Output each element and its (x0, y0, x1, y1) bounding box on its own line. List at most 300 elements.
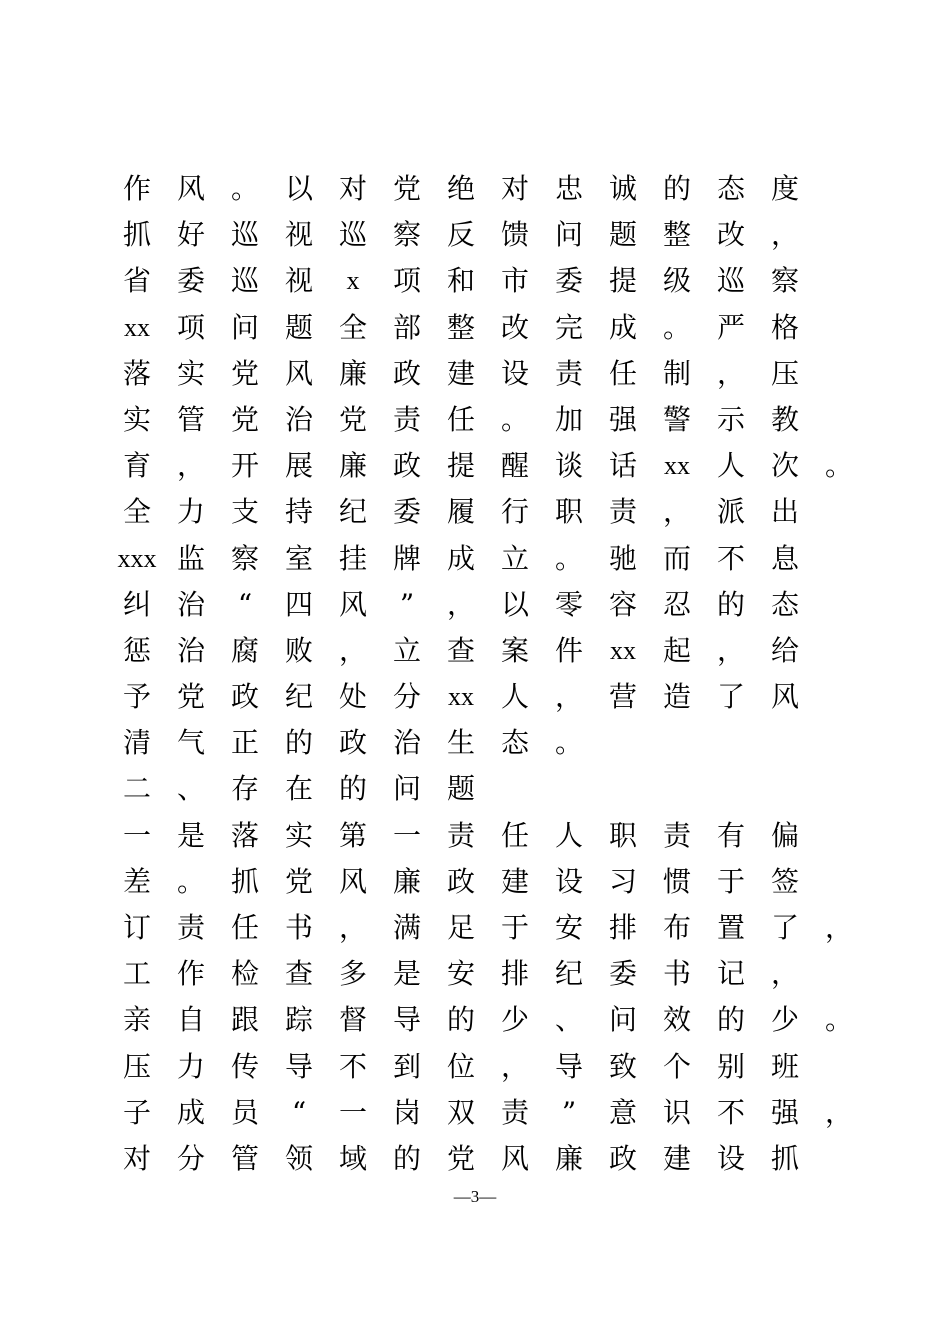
text-char: 驰 (608, 541, 637, 575)
text-char: 题 (608, 218, 637, 252)
text-char: 传 (230, 1049, 259, 1083)
text-char: xx (448, 682, 474, 712)
text-char: 责 (176, 911, 205, 944)
text-char: 党 (230, 402, 259, 436)
text-char: 以 (500, 587, 529, 621)
text-char: 廉 (554, 1141, 583, 1175)
text-char: 四 (284, 587, 313, 621)
text-char: 示 (716, 402, 745, 436)
text-char: 安 (554, 911, 583, 944)
text-char: 和 (446, 264, 475, 298)
text-char: 巡 (230, 218, 259, 252)
text-char: 加 (554, 402, 583, 436)
text-char: 订 (122, 911, 151, 944)
text-char: 造 (662, 680, 691, 714)
text-char: 检 (230, 957, 259, 991)
text-char: 设 (500, 356, 529, 390)
text-line (0, 212, 950, 258)
text-char: ” (399, 587, 415, 621)
text-char: 问 (230, 310, 259, 344)
text-char: 于 (716, 864, 745, 898)
text-char: 全 (122, 495, 151, 529)
text-char: 域 (338, 1141, 367, 1175)
text-char: 政 (446, 864, 475, 898)
text-char: ， (716, 356, 745, 390)
text-line (0, 1090, 950, 1136)
text-char: 提 (608, 264, 637, 298)
text-char: 的 (446, 1003, 475, 1037)
text-char: 一 (122, 818, 151, 852)
text-char: 个 (662, 1049, 691, 1083)
text-char: 一 (392, 818, 421, 852)
text-char: 部 (392, 310, 421, 344)
text-char: 忍 (662, 587, 691, 621)
text-char: 问 (554, 218, 583, 252)
text-char: 、 (554, 1003, 583, 1037)
text-char: 一 (338, 1095, 367, 1129)
text-char: 岗 (392, 1095, 421, 1129)
text-char: 设 (716, 1141, 745, 1175)
text-char: 分 (176, 1141, 205, 1175)
text-char: 风 (338, 587, 367, 621)
text-char: 馈 (500, 218, 529, 252)
text-char: 政 (392, 449, 421, 483)
text-char: 清 (122, 726, 151, 760)
text-char: 治 (392, 726, 421, 760)
text-char: 双 (446, 1095, 475, 1129)
text-char: 市 (500, 264, 529, 298)
text-char: 跟 (230, 1003, 259, 1037)
text-char: ， (554, 680, 583, 714)
text-char: 满 (392, 911, 421, 944)
text-line (0, 582, 950, 628)
text-char: 支 (230, 495, 259, 529)
text-char: 责 (554, 356, 583, 390)
text-char: 人 (554, 818, 583, 852)
text-line (0, 397, 950, 443)
text-line (0, 351, 950, 397)
text-char: 责 (608, 495, 637, 529)
text-char: 位 (446, 1049, 475, 1083)
text-char: “ (291, 1095, 307, 1129)
text-char: 签 (770, 864, 799, 898)
text-char: 置 (716, 911, 745, 944)
text-char: 问 (608, 1003, 637, 1037)
text-char: 态 (770, 587, 799, 621)
text-char: 到 (392, 1049, 421, 1083)
text-char: 对 (500, 172, 529, 205)
text-char: 腐 (230, 633, 259, 667)
text-line (0, 1044, 950, 1090)
text-char: 派 (716, 495, 745, 529)
text-char: 察 (770, 264, 799, 298)
text-line (0, 813, 950, 859)
text-char: 绝 (446, 172, 475, 205)
text-char: 容 (608, 587, 637, 621)
text-char: 查 (284, 957, 313, 991)
text-char: 力 (176, 1049, 205, 1083)
text-char: 治 (176, 587, 205, 621)
text-char: 有 (716, 818, 745, 852)
text-char: 落 (122, 356, 151, 390)
text-char: 不 (716, 541, 745, 575)
text-char: 以 (284, 172, 313, 205)
text-char: 班 (770, 1049, 799, 1083)
text-line (0, 997, 950, 1043)
text-char: ， (662, 495, 691, 529)
text-char: 党 (446, 1141, 475, 1175)
text-char: 管 (230, 1141, 259, 1175)
text-char: 案 (500, 633, 529, 667)
text-char: 态 (500, 726, 529, 760)
text-char: 风 (770, 680, 799, 714)
text-char: ” (561, 1095, 577, 1129)
text-char: 导 (392, 1003, 421, 1037)
text-char: 政 (230, 680, 259, 714)
text-char: 查 (446, 633, 475, 667)
text-char: 人 (716, 449, 745, 483)
text-char: 、 (176, 772, 205, 806)
text-char: 党 (176, 680, 205, 714)
text-char: 分 (392, 680, 421, 714)
text-line (0, 166, 950, 212)
text-line (0, 859, 950, 905)
text-char: 踪 (284, 1003, 313, 1037)
text-char: xx (124, 312, 150, 342)
text-char: 责 (446, 818, 475, 852)
text-char: 。 (176, 864, 205, 898)
text-char: 员 (230, 1095, 259, 1129)
text-char: ， (500, 1049, 529, 1083)
text-char: 予 (122, 680, 151, 714)
text-char: 廉 (338, 356, 367, 390)
text-char: 党 (392, 172, 421, 205)
text-char: 委 (608, 957, 637, 991)
text-char: 零 (554, 587, 583, 621)
text-char: 党 (230, 356, 259, 390)
text-char: 行 (500, 495, 529, 529)
text-char: 职 (554, 495, 583, 529)
text-char: 惩 (122, 633, 151, 667)
text-char: 意 (608, 1095, 637, 1129)
text-char: 成 (176, 1095, 205, 1129)
text-char: 惯 (662, 864, 691, 898)
text-char: 整 (662, 218, 691, 252)
text-char: 责 (500, 1095, 529, 1129)
text-line (0, 720, 950, 766)
text-char: 偏 (770, 818, 799, 852)
text-char: 题 (284, 310, 313, 344)
text-char: 件 (554, 633, 583, 667)
text-char: 政 (338, 726, 367, 760)
text-char: 效 (662, 1003, 691, 1037)
text-char: 强 (608, 402, 637, 436)
text-char: 格 (770, 310, 799, 344)
text-char: 作 (176, 957, 205, 991)
text-char: 纪 (554, 957, 583, 991)
text-char: 制 (662, 356, 691, 390)
text-char: 察 (230, 541, 259, 575)
text-char: 纠 (122, 587, 151, 621)
text-char: 诚 (608, 172, 637, 205)
text-char: 展 (284, 449, 313, 483)
text-char: 育 (122, 449, 151, 483)
text-char: 项 (392, 264, 421, 298)
text-char: 治 (284, 402, 313, 436)
text-char: 改 (500, 310, 529, 344)
text-char: 气 (176, 726, 205, 760)
text-char: 二 (122, 772, 151, 806)
text-char: 压 (122, 1049, 151, 1083)
text-char: 别 (716, 1049, 745, 1083)
text-char: 作 (122, 172, 151, 205)
text-char: 题 (446, 772, 475, 806)
text-char: 室 (284, 541, 313, 575)
text-line (0, 628, 950, 674)
text-char: ， (176, 449, 205, 483)
text-char: xx (610, 635, 636, 665)
text-char: 少 (770, 1003, 799, 1037)
text-char: 态 (716, 172, 745, 205)
text-char: 纪 (338, 495, 367, 529)
text-char: 息 (770, 541, 799, 575)
text-char: ， (770, 218, 799, 252)
text-line (0, 905, 950, 951)
text-char: 巡 (230, 264, 259, 298)
text-char: 忠 (554, 172, 583, 205)
text-char: 反 (446, 218, 475, 252)
text-char: 处 (338, 680, 367, 714)
text-char: 持 (284, 495, 313, 529)
text-char: 巡 (338, 218, 367, 252)
text-char: 好 (176, 218, 205, 252)
text-char: 改 (716, 218, 745, 252)
text-char: 责 (392, 402, 421, 436)
text-line (0, 536, 950, 582)
text-line (0, 951, 950, 997)
text-char: 省 (122, 264, 151, 298)
text-char: 建 (500, 864, 529, 898)
text-char: 识 (662, 1095, 691, 1129)
text-char: 立 (500, 541, 529, 575)
text-char: 是 (176, 818, 205, 852)
text-char: 视 (284, 264, 313, 298)
text-line (0, 443, 950, 489)
text-char: 整 (446, 310, 475, 344)
text-char: 的 (662, 172, 691, 205)
text-char: ， (824, 911, 853, 944)
text-char: 了 (770, 911, 799, 944)
text-char: 习 (608, 864, 637, 898)
text-char: 存 (230, 772, 259, 806)
text-char: 不 (716, 1095, 745, 1129)
text-char: 责 (662, 818, 691, 852)
text-char: 。 (824, 449, 853, 483)
text-char: 自 (176, 1003, 205, 1037)
text-char: 导 (554, 1049, 583, 1083)
text-char: 建 (662, 1141, 691, 1175)
text-char: 成 (608, 310, 637, 344)
text-char: 问 (392, 772, 421, 806)
text-char: 排 (608, 911, 637, 944)
text-char: 风 (338, 864, 367, 898)
text-char: 纪 (284, 680, 313, 714)
text-char: 廉 (338, 449, 367, 483)
text-char: 抓 (122, 218, 151, 252)
text-char: 严 (716, 310, 745, 344)
text-line (0, 674, 950, 720)
text-char: 任 (230, 911, 259, 944)
text-char: 压 (770, 356, 799, 390)
text-char: 。 (662, 310, 691, 344)
text-char: 视 (284, 218, 313, 252)
text-char: 不 (338, 1049, 367, 1083)
text-char: 。 (824, 1003, 853, 1037)
text-char: 警 (662, 402, 691, 436)
text-char: 廉 (392, 864, 421, 898)
text-char: 足 (446, 911, 475, 944)
text-char: 全 (338, 310, 367, 344)
text-line (0, 1136, 950, 1182)
text-char: ， (446, 587, 475, 621)
text-char: 的 (716, 1003, 745, 1037)
text-char: 子 (122, 1095, 151, 1129)
text-char: 提 (446, 449, 475, 483)
text-char: 履 (446, 495, 475, 529)
text-char: 风 (284, 356, 313, 390)
text-char: 对 (338, 172, 367, 205)
text-char: 度 (770, 172, 799, 205)
text-char: 政 (392, 356, 421, 390)
text-char: 营 (608, 680, 637, 714)
text-char: 实 (122, 402, 151, 436)
text-char: 书 (284, 911, 313, 944)
text-char: 力 (176, 495, 205, 529)
text-char: 完 (554, 310, 583, 344)
text-char: xxx (117, 543, 157, 573)
text-char: 安 (446, 957, 475, 991)
text-char: 任 (608, 356, 637, 390)
text-char: 排 (500, 957, 529, 991)
text-char: 职 (608, 818, 637, 852)
text-char: 立 (392, 633, 421, 667)
text-char: 项 (176, 310, 205, 344)
text-char: 起 (662, 633, 691, 667)
text-char: 强 (770, 1095, 799, 1129)
text-char: 话 (608, 449, 637, 483)
text-char: 委 (176, 264, 205, 298)
text-char: 致 (608, 1049, 637, 1083)
text-char: 治 (176, 633, 205, 667)
text-char: “ (237, 587, 253, 621)
text-char: ， (770, 957, 799, 991)
text-char: 人 (500, 680, 529, 714)
text-char: 级 (662, 264, 691, 298)
text-char: 察 (392, 218, 421, 252)
text-char: 督 (338, 1003, 367, 1037)
text-char: 落 (230, 818, 259, 852)
text-char: 任 (500, 818, 529, 852)
text-char: 抓 (770, 1141, 799, 1175)
text-char: x (346, 266, 360, 296)
text-char: 醒 (500, 449, 529, 483)
text-char: 风 (500, 1141, 529, 1175)
text-char: 而 (662, 541, 691, 575)
text-char: 成 (446, 541, 475, 575)
text-line (0, 305, 950, 351)
text-line (0, 766, 950, 812)
text-char: 的 (284, 726, 313, 760)
text-char: 。 (554, 726, 583, 760)
text-char: 了 (716, 680, 745, 714)
text-char: 牌 (392, 541, 421, 575)
text-char: 的 (392, 1141, 421, 1175)
text-char: 多 (338, 957, 367, 991)
text-char: 于 (500, 911, 529, 944)
text-char: 的 (716, 587, 745, 621)
text-char: 巡 (716, 264, 745, 298)
text-char: 任 (446, 402, 475, 436)
text-char: 的 (338, 772, 367, 806)
text-char: 正 (230, 726, 259, 760)
text-char: 书 (662, 957, 691, 991)
text-char: 第 (338, 818, 367, 852)
text-char: 风 (176, 172, 205, 205)
text-char: 抓 (230, 864, 259, 898)
text-char: 委 (554, 264, 583, 298)
text-char: 领 (284, 1141, 313, 1175)
text-line (0, 489, 950, 535)
text-char: xx (664, 451, 690, 481)
body-text (0, 166, 950, 1182)
text-char: 败 (284, 633, 313, 667)
text-char: 。 (554, 541, 583, 575)
text-line (0, 258, 950, 304)
text-char: 工 (122, 957, 151, 991)
text-char: 差 (122, 864, 151, 898)
text-char: 亲 (122, 1003, 151, 1037)
text-char: 开 (230, 449, 259, 483)
text-char: 谈 (554, 449, 583, 483)
text-char: 导 (284, 1049, 313, 1083)
text-char: ， (338, 633, 367, 667)
text-char: 实 (284, 818, 313, 852)
text-char: ， (338, 911, 367, 944)
text-char: 在 (284, 772, 313, 806)
text-char: 政 (608, 1141, 637, 1175)
text-char: 生 (446, 726, 475, 760)
text-char: 设 (554, 864, 583, 898)
text-char: ， (716, 633, 745, 667)
text-char: 党 (284, 864, 313, 898)
text-char: 挂 (338, 541, 367, 575)
page-number: —3— (453, 1187, 497, 1206)
text-char: 党 (338, 402, 367, 436)
text-char: 次 (770, 449, 799, 483)
text-char: 管 (176, 402, 205, 436)
text-char: 监 (176, 541, 205, 575)
text-char: 实 (176, 356, 205, 390)
text-char: 教 (770, 402, 799, 436)
text-char: 给 (770, 633, 799, 667)
text-char: 建 (446, 356, 475, 390)
text-char: ， (824, 1095, 853, 1129)
text-char: 是 (392, 957, 421, 991)
text-char: 布 (662, 911, 691, 944)
text-char: 委 (392, 495, 421, 529)
text-char: 。 (230, 172, 259, 205)
text-char: 。 (500, 402, 529, 436)
